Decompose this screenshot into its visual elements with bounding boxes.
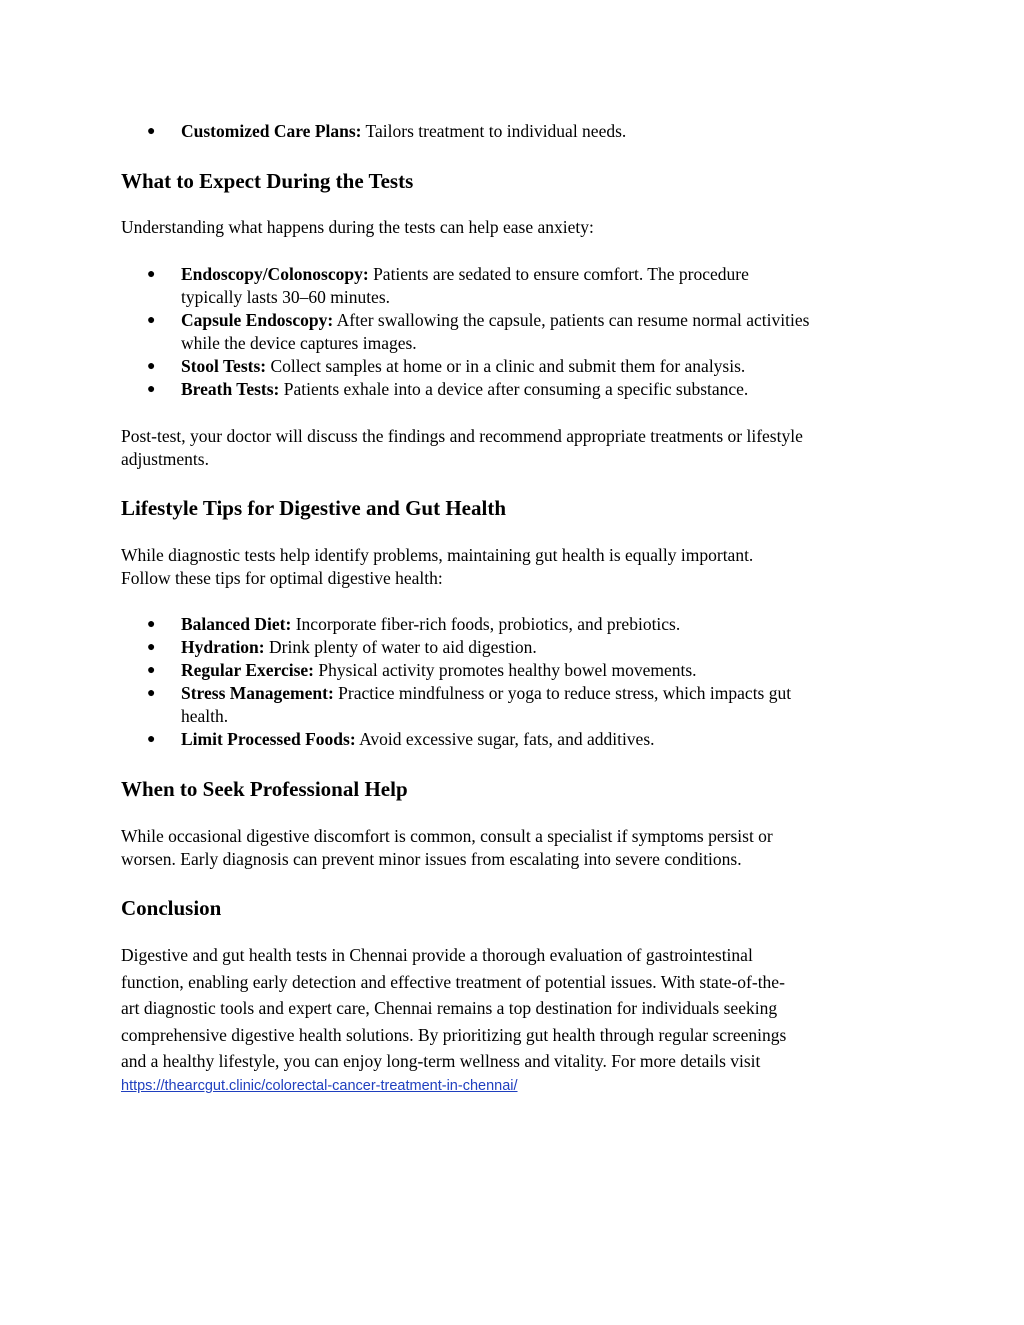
list-item-term: Regular Exercise: <box>181 660 315 680</box>
section-help-text-wrap <box>121 825 911 871</box>
paragraph-line: While occasional digestive discomfort is common, consult a specialist if symptoms persist or <box>121 826 773 846</box>
list-item-text: Patients exhale into a device after consuming a specific substance. <box>279 379 749 399</box>
paragraph <box>121 942 911 1075</box>
paragraph <box>121 425 911 471</box>
list-item-text: After swallowing the capsule, patients can resume normal activities <box>333 310 810 330</box>
paragraph-line: Digestive and gut health tests in Chennai provide a thorough evaluation of gastrointestinal <box>121 945 753 965</box>
paragraph-line: Follow these tips for optimal digestive health: <box>121 568 443 588</box>
bullet-icon: ● <box>147 686 156 701</box>
list-item-term: Endoscopy/Colonoscopy: <box>181 264 369 284</box>
list-item-term: Breath Tests: <box>181 379 280 399</box>
list-item-term: Stress Management: <box>181 683 334 703</box>
expect-list <box>121 263 911 401</box>
list-item-text: Collect samples at home or in a clinic and submit them for analysis. <box>266 356 746 376</box>
bullet-icon: ● <box>147 617 156 632</box>
lifestyle-list <box>121 613 911 751</box>
bullet-icon: ● <box>147 267 156 282</box>
clinic-link-wrap <box>121 1076 911 1096</box>
section-heading: What to Expect During the Tests <box>121 169 414 193</box>
list-item <box>121 378 911 401</box>
section-heading: Conclusion <box>121 896 222 920</box>
paragraph-line: Post-test, your doctor will discuss the findings and recommend appropriate treatments or lifestyle <box>121 426 803 446</box>
list-item-term: Stool Tests: <box>181 356 267 376</box>
paragraph-line: function, enabling early detection and effective treatment of potential issues. With state-of-the- <box>121 971 785 992</box>
paragraph <box>121 544 911 590</box>
bullet-icon: ● <box>147 732 156 747</box>
list-item <box>121 728 911 751</box>
paragraph <box>121 825 911 871</box>
paragraph: Understanding what happens during the tests can help ease anxiety: <box>121 217 594 237</box>
list-item-text: Physical activity promotes healthy bowel movements. <box>314 660 697 680</box>
list-item-text: Patients are sedated to ensure comfort. The procedure <box>368 264 749 284</box>
list-item-term: Hydration: <box>181 637 265 657</box>
paragraph-line: comprehensive digestive health solutions. By prioritizing gut health through regular screenings <box>121 1024 787 1045</box>
list-item <box>121 263 911 309</box>
section-expect-outro-wrap <box>121 425 911 471</box>
section-expect-heading-wrap <box>121 168 911 194</box>
bullet-icon: ● <box>147 382 156 397</box>
list-item-term: Balanced Diet: <box>181 614 292 634</box>
list-item-text-cont: health. <box>181 706 229 726</box>
bullet-icon: ● <box>147 640 156 655</box>
clinic-link[interactable]: https://thearcgut.clinic/colorectal-cancer-treatment-in-chennai/ <box>121 1078 518 1094</box>
bullet-icon: ● <box>147 313 156 328</box>
section-lifestyle-heading-wrap <box>121 495 911 521</box>
list-item <box>121 613 911 636</box>
list-item-text: Incorporate fiber-rich foods, probiotics, and prebiotics. <box>291 614 681 634</box>
section-heading: When to Seek Professional Help <box>121 777 408 801</box>
list-item-term: Customized Care Plans: <box>181 121 362 141</box>
section-conclusion-heading-wrap <box>121 895 911 921</box>
paragraph-line: While diagnostic tests help identify problems, maintaining gut health is equally important. <box>121 545 754 565</box>
list-item-term: Limit Processed Foods: <box>181 729 356 749</box>
list-item <box>121 682 911 728</box>
list-item-text: Avoid excessive sugar, fats, and additives. <box>355 729 655 749</box>
list-item-term: Capsule Endoscopy: <box>181 310 334 330</box>
paragraph-line: worsen. Early diagnosis can prevent minor issues from escalating into severe conditions. <box>121 849 742 869</box>
paragraph-line: and a healthy lifestyle, you can enjoy long-term wellness and vitality. For more details visit <box>121 1051 761 1071</box>
paragraph-line: art diagnostic tools and expert care, Chennai remains a top destination for individuals seeking <box>121 998 778 1018</box>
list-item <box>121 659 911 682</box>
bullet-icon: ● <box>147 359 156 374</box>
section-help-heading-wrap <box>121 776 911 802</box>
list-item-text: Practice mindfulness or yoga to reduce stress, which impacts gut <box>333 683 792 703</box>
paragraph-line: adjustments. <box>121 449 209 469</box>
list-item <box>121 355 911 378</box>
section-expect-intro-wrap <box>121 216 911 239</box>
section-lifestyle-intro-wrap <box>121 544 911 590</box>
section-heading: Lifestyle Tips for Digestive and Gut Health <box>121 496 507 520</box>
section-conclusion-text-wrap <box>121 942 911 1075</box>
list-item-text-cont: while the device captures images. <box>181 333 417 353</box>
list-item <box>121 636 911 659</box>
bullet-icon: ● <box>147 124 156 139</box>
bullet-icon: ● <box>147 663 156 678</box>
list-item <box>121 309 911 355</box>
list-item <box>121 120 911 143</box>
list-item-text-cont: typically lasts 30–60 minutes. <box>181 287 391 307</box>
list-item-text: Drink plenty of water to aid digestion. <box>264 637 537 657</box>
list-item-text: Tailors treatment to individual needs. <box>361 121 627 141</box>
care-plans-list <box>121 120 911 143</box>
